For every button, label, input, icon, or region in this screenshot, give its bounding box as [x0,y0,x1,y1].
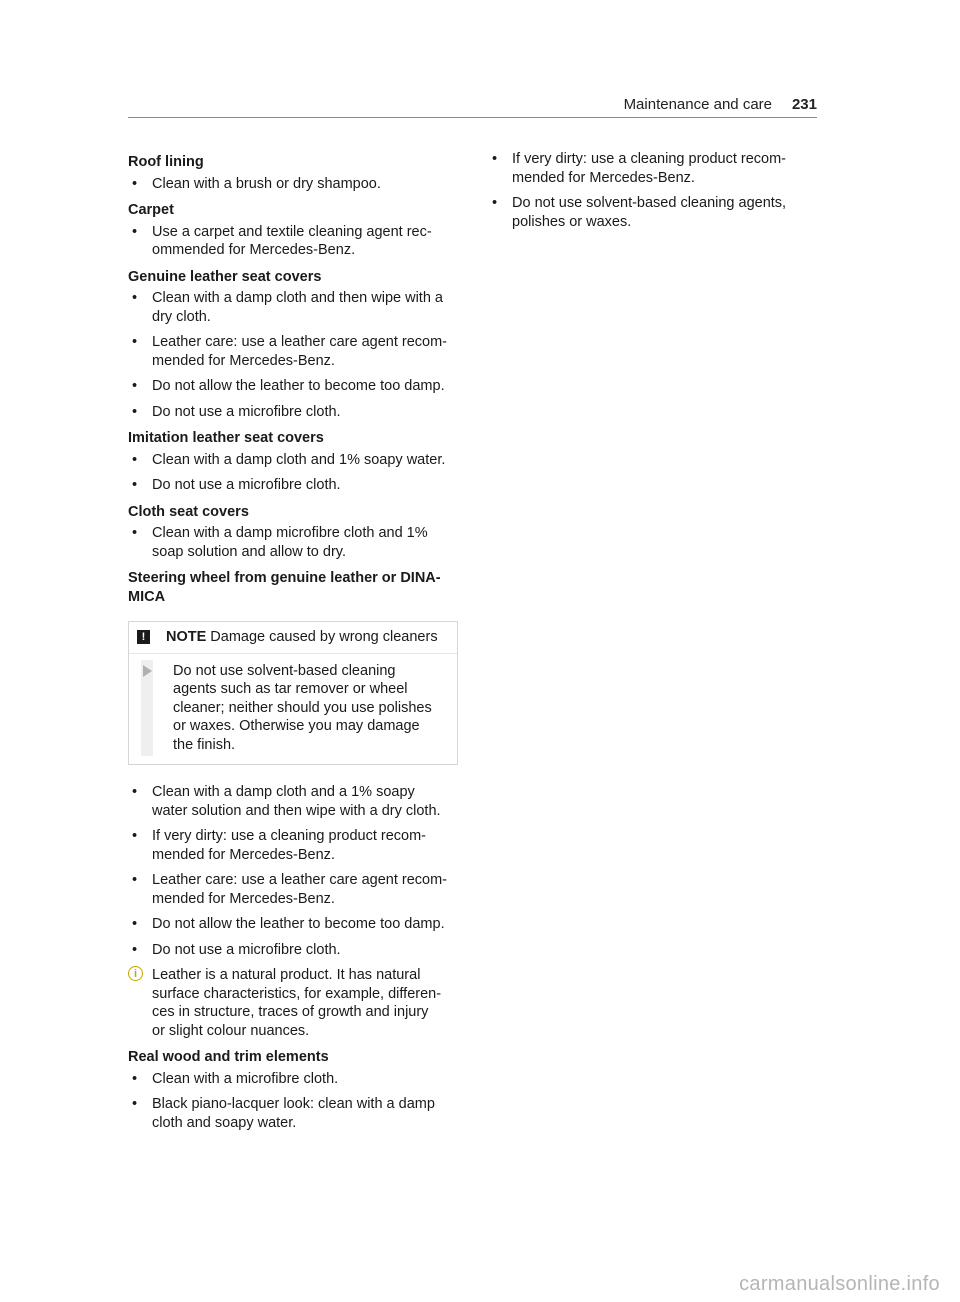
bullet-icon: • [132,1070,138,1087]
bullet-icon: • [132,477,138,493]
heading-imitation-leather: Imitation leather seat covers [128,430,324,446]
bullet-icon: • [132,784,138,800]
page-header [128,96,817,116]
bullet-icon: • [132,1096,138,1112]
heading-real-wood: Real wood and trim elements [128,1049,329,1065]
list-item: • Leather care: use a leather care agent recom- mended for Mercedes-Benz. [132,334,447,369]
list-item: • Do not use a microfibre cloth. [132,941,341,958]
bullet-icon: • [492,151,498,167]
bullet-icon: • [132,872,138,888]
list-item: • Use a carpet and textile cleaning agent rec- ommended for Mercedes-Benz. [132,223,432,258]
list-item: • Do not use solvent-based cleaning agents, polishes or waxes. [492,195,787,230]
info-icon: i [128,966,143,981]
heading-genuine-leather: Genuine leather seat covers [128,268,322,285]
bullet-icon: • [492,195,498,211]
bullet-icon: • [132,941,138,958]
list-item: • Black piano-lacquer look: clean with a damp cloth and soapy water. [132,1096,435,1131]
page-number: 231 [791,96,817,113]
bullet-icon: • [132,916,138,932]
right-column [488,150,818,238]
list-item: • Clean with a damp cloth and 1% soapy water. [132,451,446,468]
play-arrow-icon [143,665,152,677]
list-item: • Clean with a brush or dry shampoo. [132,175,381,192]
bullet-icon: • [132,525,138,541]
heading-cloth-seat: Cloth seat covers [128,503,249,520]
list-item: • Clean with a damp microfibre cloth and 1% soap solution and allow to dry. [132,525,428,560]
note-text: Do not use solvent-based cleaning agents such as tar remover or wheel cleaner; neither should you use polishes or waxes. Otherwise you may damage the finish. [173,662,432,753]
bullet-icon: • [132,451,138,468]
warning-icon: ! [137,630,150,644]
list-item: • If very dirty: use a cleaning product recom- mended for Mercedes-Benz. [492,151,787,186]
header-divider [128,117,817,118]
list-item: • Do not use a microfibre cloth. [132,403,341,420]
bullet-icon: • [132,378,138,394]
bullet-icon: • [132,334,138,350]
list-item: • Clean with a damp cloth and a 1% soapy water solution and then wipe with a dry cloth. [132,784,441,819]
tip-block [128,966,458,1040]
left-column [128,150,458,1139]
tip-text: Leather is a natural product. It has natural surface characteristics, for example, differen- ces in structure, traces of growth and injury or slight colour nuances. [152,967,442,1039]
note-label: NOTE [166,629,207,645]
heading-carpet: Carpet [128,202,174,218]
footer-watermark: carmanualsonline.info [739,1273,940,1295]
list-item: • Clean with a microfibre cloth. [132,1070,339,1087]
list-item: • Clean with a damp cloth and then wipe with a dry cloth. [132,290,443,325]
bullet-icon: • [132,223,138,240]
bullet-icon: • [132,175,138,192]
heading-roof-lining: Roof lining [128,154,204,170]
note-box [128,621,458,765]
note-title: Damage caused by wrong cleaners [210,629,438,645]
list-item: • Do not allow the leather to become too damp. [132,916,445,932]
section-title: Maintenance and care [623,96,772,113]
bullet-icon: • [132,290,138,306]
bullet-icon: • [132,403,138,420]
heading-steering-wheel: Steering wheel from genuine leather or DINA- MICA [128,570,441,605]
list-item: • If very dirty: use a cleaning product recom- mended for Mercedes-Benz. [132,828,427,863]
list-item: • Do not allow the leather to become too damp. [132,378,445,394]
list-item: • Leather care: use a leather care agent recom- mended for Mercedes-Benz. [132,872,447,907]
note-header [129,622,457,654]
list-item: • Do not use a microfibre cloth. [132,477,341,493]
bullet-icon: • [132,828,138,844]
note-body [129,654,457,765]
